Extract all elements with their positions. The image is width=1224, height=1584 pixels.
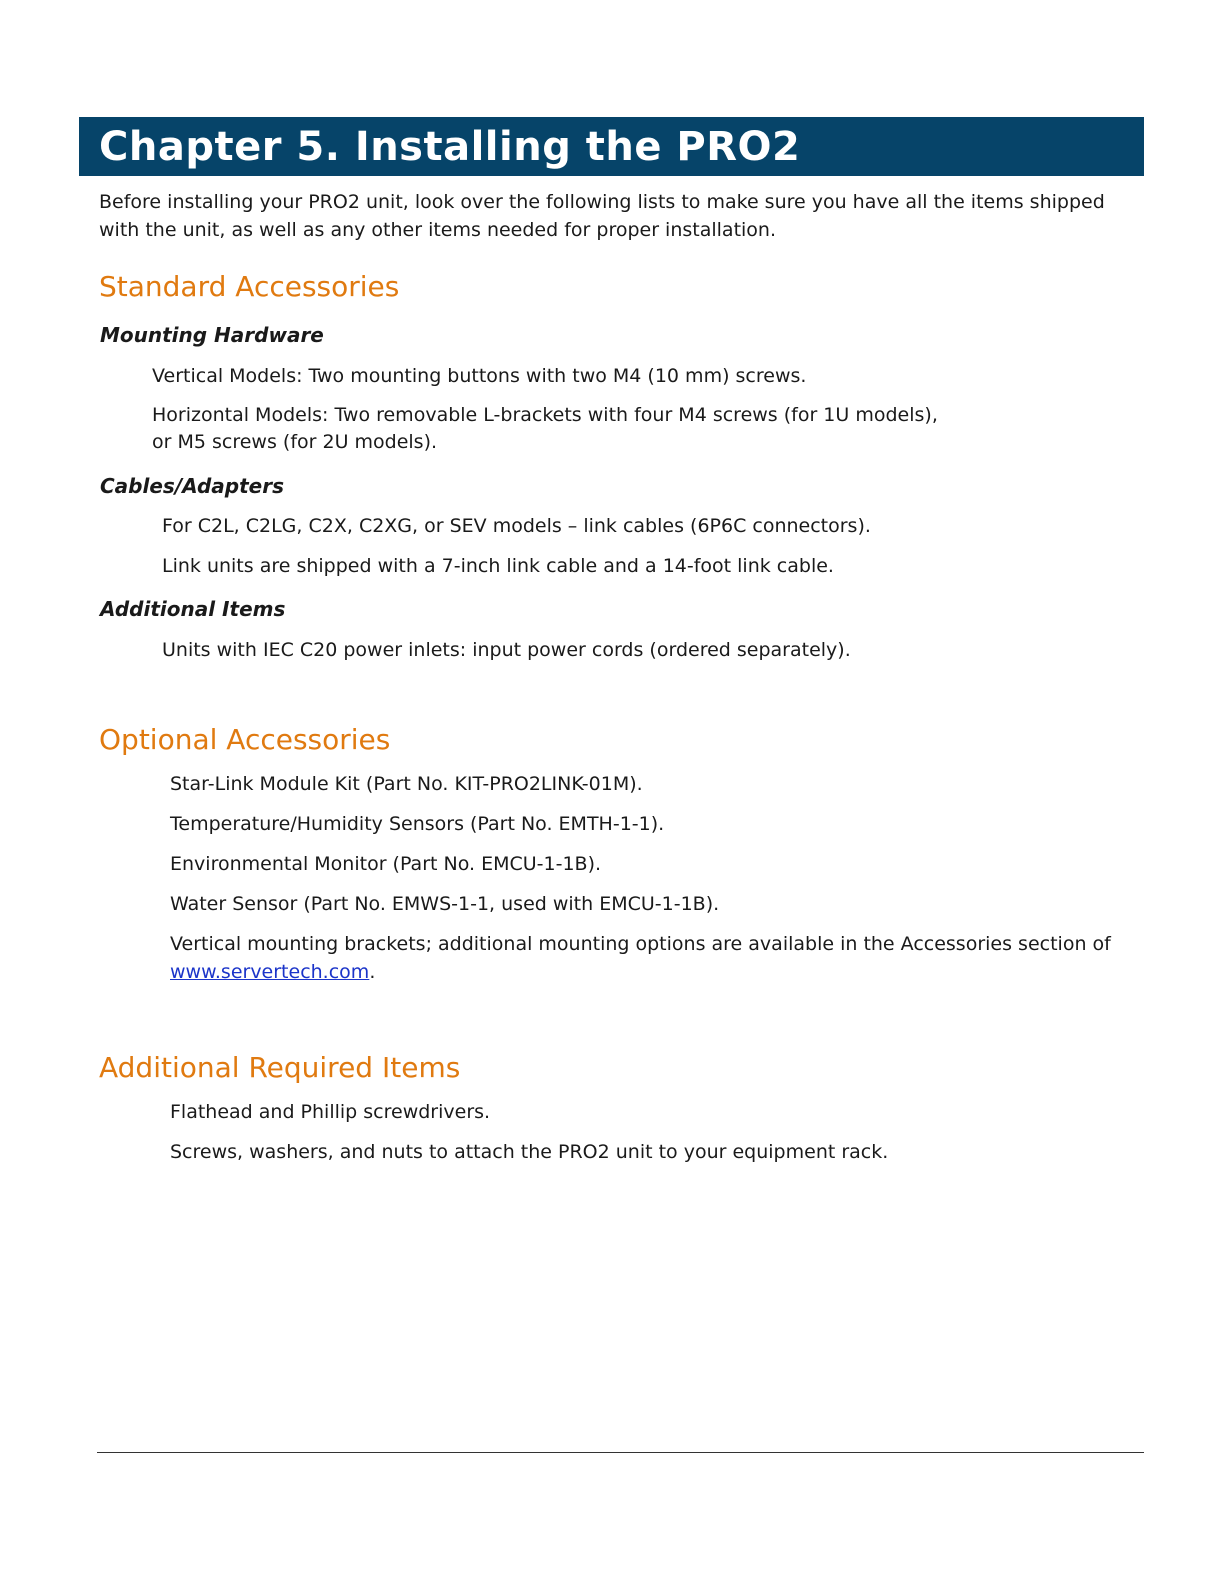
mounting-hardware-heading: Mounting Hardware [100,323,324,347]
servertech-link[interactable]: www.servertech.com [170,961,370,983]
optional-item-water-sensor: Water Sensor (Part No. EMWS-1-1, used with EMCU-1-1B). [170,893,720,915]
chapter-title: Chapter 5. Installing the PRO2 [99,124,801,170]
brackets-text: Vertical mounting brackets; additional mounting options are available in the Accessories section of [170,933,1111,955]
chapter-header-bar [79,117,1144,176]
optional-item-star-link: Star-Link Module Kit (Part No. KIT-PRO2LINK-01M). [170,773,643,795]
optional-item-environmental-monitor: Environmental Monitor (Part No. EMCU-1-1B). [170,853,602,875]
footer-divider [97,1452,1144,1453]
required-item-screwdrivers: Flathead and Phillip screwdrivers. [170,1101,491,1123]
standard-accessories-heading: Standard Accessories [99,270,400,303]
cables-adapters-heading: Cables/Adapters [100,474,285,498]
mounting-item-horizontal: Horizontal Models: Two removable L-brackets with four M4 screws (for 1U models), [152,404,938,426]
additional-item-power-cords: Units with IEC C20 power inlets: input power cords (ordered separately). [162,639,851,661]
optional-accessories-heading: Optional Accessories [99,723,391,756]
mounting-item-horizontal-cont: or M5 screws (for 2U models). [152,431,438,453]
additional-items-heading: Additional Items [100,597,286,621]
brackets-suffix: . [369,961,376,983]
optional-item-brackets [170,930,1135,986]
intro-paragraph: Before installing your PRO2 unit, look over the following lists to make sure you have all the items shipped with the unit, as well as any other items needed for proper installation. [99,191,1105,241]
cables-item-link-cables: For C2L, C2LG, C2X, C2XG, or SEV models – link cables (6P6C connectors). [162,515,871,537]
cables-item-link-units: Link units are shipped with a 7-inch link cable and a 14-foot link cable. [162,555,834,577]
additional-required-items-heading: Additional Required Items [99,1051,461,1084]
optional-item-temp-humidity: Temperature/Humidity Sensors (Part No. EMTH-1-1). [170,813,665,835]
required-item-hardware: Screws, washers, and nuts to attach the PRO2 unit to your equipment rack. [170,1141,889,1163]
mounting-item-vertical: Vertical Models: Two mounting buttons with two M4 (10 mm) screws. [152,365,807,387]
